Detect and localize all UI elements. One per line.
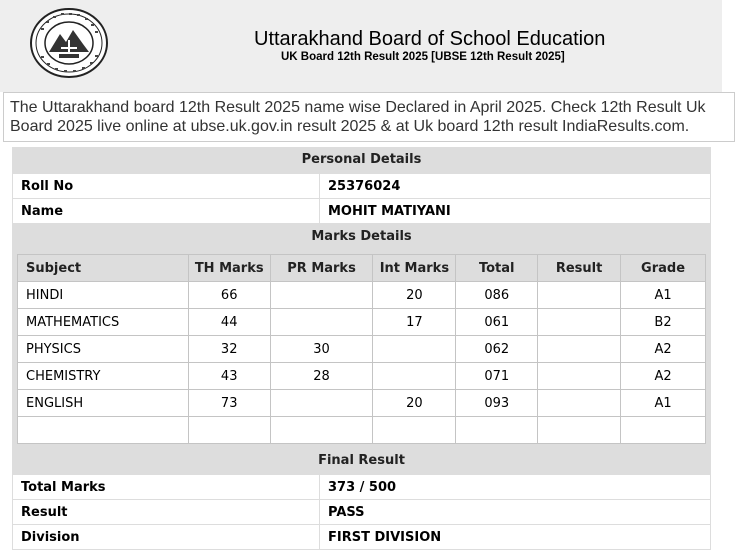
result-card	[12, 147, 711, 550]
total-cell	[456, 417, 538, 444]
grade-cell: A2	[621, 336, 706, 363]
table-row	[18, 282, 706, 309]
result-cell	[538, 417, 621, 444]
result-cell	[538, 309, 621, 336]
pr-marks-cell	[270, 417, 373, 444]
personal-details-heading: Personal Details	[12, 147, 711, 173]
result-row	[13, 500, 711, 525]
roll-no-label: Roll No	[13, 174, 320, 199]
division-label: Division	[13, 525, 320, 550]
roll-no-row	[13, 174, 711, 199]
subject-cell: HINDI	[18, 282, 189, 309]
board-title: Uttarakhand Board of School Education	[254, 28, 606, 50]
grade-cell: A2	[621, 363, 706, 390]
grade-cell: B2	[621, 309, 706, 336]
result-value: PASS	[320, 500, 711, 525]
table-row	[18, 309, 706, 336]
page-header	[0, 0, 722, 92]
subject-cell: ENGLISH	[18, 390, 189, 417]
col-grade: Grade	[621, 255, 706, 282]
pr-marks-cell: 30	[270, 336, 373, 363]
int-marks-cell: 20	[373, 390, 456, 417]
subject-cell: PHYSICS	[18, 336, 189, 363]
roll-no-value: 25376024	[320, 174, 711, 199]
total-cell: 071	[456, 363, 538, 390]
col-total: Total	[456, 255, 538, 282]
col-result: Result	[538, 255, 621, 282]
total-cell: 093	[456, 390, 538, 417]
col-pr-marks: PR Marks	[270, 255, 373, 282]
division-value: FIRST DIVISION	[320, 525, 711, 550]
subject-cell: MATHEMATICS	[18, 309, 189, 336]
pr-marks-cell	[270, 282, 373, 309]
grade-cell	[621, 417, 706, 444]
name-label: Name	[13, 199, 320, 224]
table-row	[18, 417, 706, 444]
table-row	[18, 390, 706, 417]
subject-cell	[18, 417, 189, 444]
th-marks-cell: 73	[188, 390, 270, 417]
int-marks-cell	[373, 336, 456, 363]
total-marks-value: 373 / 500	[320, 475, 711, 500]
final-result-heading: Final Result	[12, 448, 711, 474]
col-subject: Subject	[18, 255, 189, 282]
total-cell: 062	[456, 336, 538, 363]
total-cell: 086	[456, 282, 538, 309]
notice-text: The Uttarakhand board 12th Result 2025 name wise Declared in April 2025. Check 12th Result Uk Board 2025 live online at ubse.uk.gov.in result 2025 & at Uk board 12th result IndiaResults.com.	[10, 99, 706, 135]
table-row	[18, 363, 706, 390]
final-result-table	[12, 474, 711, 550]
marks-details-heading: Marks Details	[12, 224, 711, 250]
th-marks-cell	[188, 417, 270, 444]
result-notice	[3, 92, 735, 142]
grade-cell: A1	[621, 390, 706, 417]
name-row	[13, 199, 711, 224]
personal-details-table	[12, 173, 711, 224]
result-cell	[538, 390, 621, 417]
col-int-marks: Int Marks	[373, 255, 456, 282]
pr-marks-cell: 28	[270, 363, 373, 390]
result-cell	[538, 363, 621, 390]
th-marks-cell: 66	[188, 282, 270, 309]
subject-cell: CHEMISTRY	[18, 363, 189, 390]
total-marks-label: Total Marks	[13, 475, 320, 500]
th-marks-cell: 43	[188, 363, 270, 390]
int-marks-cell	[373, 363, 456, 390]
col-th-marks: TH Marks	[188, 255, 270, 282]
grade-cell: A1	[621, 282, 706, 309]
marks-table	[17, 254, 706, 444]
marks-header-row	[18, 255, 706, 282]
pr-marks-cell	[270, 390, 373, 417]
result-cell	[538, 336, 621, 363]
board-emblem-logo	[29, 8, 109, 78]
result-label: Result	[13, 500, 320, 525]
marks-table-wrapper	[12, 250, 711, 448]
th-marks-cell: 44	[188, 309, 270, 336]
int-marks-cell: 17	[373, 309, 456, 336]
division-row	[13, 525, 711, 550]
table-row	[18, 336, 706, 363]
th-marks-cell: 32	[188, 336, 270, 363]
total-marks-row	[13, 475, 711, 500]
int-marks-cell	[373, 417, 456, 444]
result-cell	[538, 282, 621, 309]
pr-marks-cell	[270, 309, 373, 336]
int-marks-cell: 20	[373, 282, 456, 309]
name-value: MOHIT MATIYANI	[320, 199, 711, 224]
board-subtitle: UK Board 12th Result 2025 [UBSE 12th Result 2025]	[281, 51, 565, 63]
total-cell: 061	[456, 309, 538, 336]
